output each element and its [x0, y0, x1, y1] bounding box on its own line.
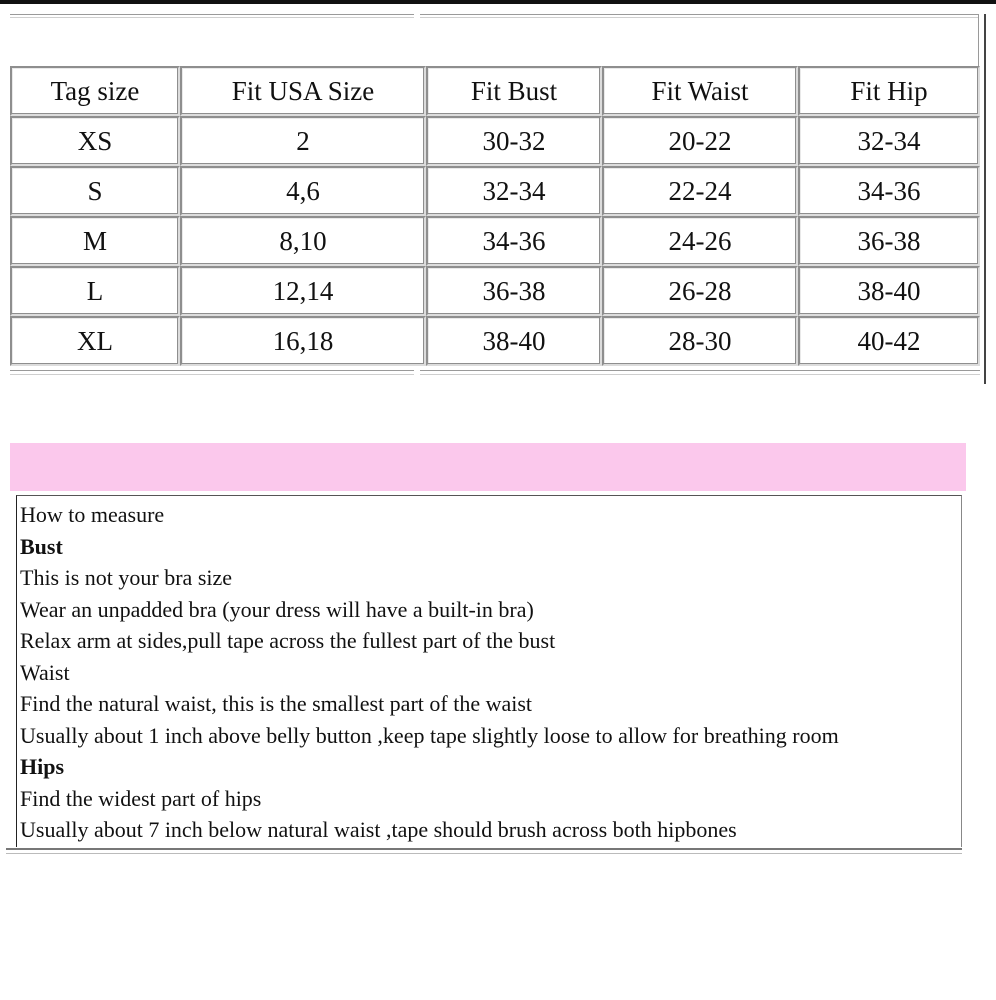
- measure-line: Usually about 1 inch above belly button ,keep tape slightly loose to allow for breathing room: [20, 722, 839, 748]
- frame-right-edge: [984, 14, 986, 384]
- header-fit-hip: Fit Hip: [798, 66, 980, 116]
- top-rule-left: [10, 14, 414, 18]
- cell-bust: 38-40: [426, 316, 602, 366]
- table-row: [10, 266, 980, 316]
- measure-waist-heading: Waist: [20, 659, 70, 685]
- measure-hips-heading: Hips: [20, 754, 65, 779]
- cell-bust: 36-38: [426, 266, 602, 316]
- pink-divider-band: [10, 443, 966, 491]
- measure-line: Find the widest part of hips: [20, 785, 262, 811]
- measure-line: This is not your bra size: [20, 565, 233, 590]
- measure-line: Usually about 7 inch below natural waist ,tape should brush across both hipbones: [20, 817, 737, 842]
- table-row: [10, 166, 980, 216]
- measure-heading: How to measure: [20, 502, 165, 527]
- measure-line: Wear an unpadded bra (your dress will have a built-in bra): [20, 596, 534, 622]
- measure-bust-heading: Bust: [20, 533, 63, 559]
- cell-bust: 32-34: [426, 166, 602, 216]
- cell-hip: 36-38: [798, 216, 980, 266]
- table-bottom-rule-right: [420, 370, 980, 375]
- cell-tag-size: XL: [10, 316, 180, 366]
- cell-waist: 28-30: [602, 316, 798, 366]
- cell-usa-size: 12,14: [180, 266, 426, 316]
- table-row: [10, 216, 980, 266]
- cell-tag-size: S: [10, 166, 180, 216]
- cell-hip: 38-40: [798, 266, 980, 316]
- cell-tag-size: XS: [10, 116, 180, 166]
- frame-right-line: [978, 14, 979, 66]
- cell-waist: 20-22: [602, 116, 798, 166]
- cell-hip: 34-36: [798, 166, 980, 216]
- measure-bottom-rule: [6, 848, 962, 854]
- top-border: [0, 0, 996, 4]
- cell-waist: 24-26: [602, 216, 798, 266]
- cell-tag-size: M: [10, 216, 180, 266]
- cell-hip: 40-42: [798, 316, 980, 366]
- header-fit-waist: Fit Waist: [602, 66, 798, 116]
- cell-tag-size: L: [10, 266, 180, 316]
- cell-waist: 26-28: [602, 266, 798, 316]
- how-to-measure-text: [20, 499, 839, 846]
- cell-bust: 30-32: [426, 116, 602, 166]
- header-fit-usa-size: Fit USA Size: [180, 66, 426, 116]
- table-bottom-rule-left: [10, 370, 414, 375]
- cell-hip: 32-34: [798, 116, 980, 166]
- table-header-row: [10, 66, 980, 116]
- table-row: [10, 316, 980, 366]
- header-fit-bust: Fit Bust: [426, 66, 602, 116]
- cell-usa-size: 16,18: [180, 316, 426, 366]
- top-rule-right: [420, 14, 978, 18]
- cell-usa-size: 2: [180, 116, 426, 166]
- header-tag-size: Tag size: [10, 66, 180, 116]
- measure-line: Find the natural waist, this is the smallest part of the waist: [20, 691, 533, 716]
- table-row: [10, 116, 980, 166]
- cell-usa-size: 8,10: [180, 216, 426, 266]
- size-chart-table: [10, 66, 980, 366]
- cell-bust: 34-36: [426, 216, 602, 266]
- cell-waist: 22-24: [602, 166, 798, 216]
- measure-line: Relax arm at sides,pull tape across the fullest part of the bust: [20, 628, 556, 653]
- cell-usa-size: 4,6: [180, 166, 426, 216]
